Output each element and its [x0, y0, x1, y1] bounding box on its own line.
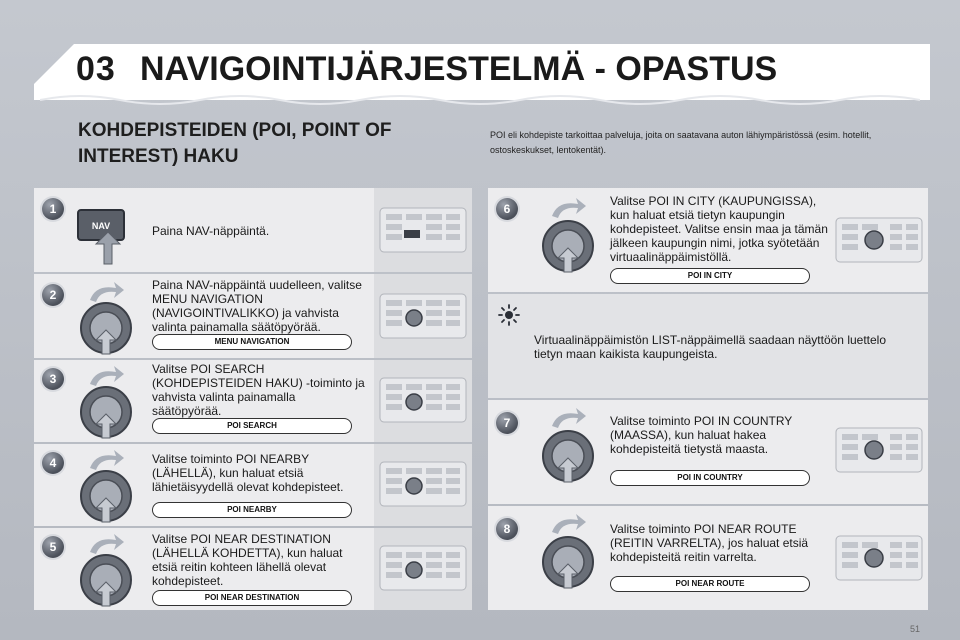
nav-button-icon	[74, 206, 144, 268]
step-text-6: Valitse POI IN CITY (KAUPUNGISSA), kun haluat etsiä tietyn kaupungin kohdepisteet. Valitse ensin maa ja tämän jälkeen kaupungin nimi, jotka syötetään virtuaalinäppäimistöllä.	[610, 194, 828, 264]
nav-button-label: NAV	[91, 221, 111, 231]
step-number-badge: 8	[496, 518, 518, 540]
step-text-3: Valitse POI SEARCH (KOHDEPISTEIDEN HAKU) -toiminto ja vahvista valinta painamalla säätöpyörää.	[152, 362, 365, 418]
step-text-2: Paina NAV-näppäintä uudelleen, valitse MENU NAVIGATION (NAVIGOINTIVALIKKO) ja vahvista valinta painamalla säätöpyörää.	[152, 278, 362, 334]
rotate-arrow-icon	[86, 448, 126, 472]
step-number-badge: 6	[496, 198, 518, 220]
step-text-4: Valitse toiminto POI NEARBY (LÄHELLÄ), kun haluat etsiä lähietäisyydellä olevat kohdepisteet.	[152, 452, 344, 494]
tip-text: Virtuaalinäppäimistön LIST-näppäimellä saadaan näyttöön luettelo tietyn maan kaikista kaupungeista.	[534, 333, 887, 361]
menu-label-pill: POI IN CITY	[610, 268, 810, 284]
menu-label-pill: POI NEAR ROUTE	[610, 576, 810, 592]
rotate-arrow-icon	[86, 280, 126, 304]
step-number-badge: 4	[42, 452, 64, 474]
step-text-8: Valitse toiminto POI NEAR ROUTE (REITIN VARRELTA), jos haluat etsiä kohdepisteitä reitin varrelta.	[610, 522, 809, 564]
rotary-knob-icon	[78, 300, 134, 356]
rotary-knob-icon	[540, 428, 596, 484]
rotate-arrow-icon	[548, 406, 588, 430]
section-intro: POI eli kohdepiste tarkoittaa palveluja, joita on saatavana auton lähiympäristössä (esim. hotellit, ostoskeskukset, lentokentät).	[490, 130, 872, 155]
radio-unit-icon	[374, 538, 472, 598]
section-title: KOHDEPISTEIDEN (POI, POINT OF INTEREST) HAKU	[78, 120, 392, 167]
step-text-5: Valitse POI NEAR DESTINATION (LÄHELLÄ KOHDETTA), kun haluat etsiä reitin kohteen lähellä olevat kohdepisteet.	[152, 532, 343, 588]
step-text-7: Valitse toiminto POI IN COUNTRY (MAASSA), kun haluat hakea kohdepisteitä tietystä maasta.	[610, 414, 793, 456]
radio-unit-icon	[374, 286, 472, 346]
rotary-knob-icon	[540, 534, 596, 590]
rotary-knob-icon	[78, 552, 134, 608]
menu-label-pill: POI NEARBY	[152, 502, 352, 518]
menu-label-pill: POI SEARCH	[152, 418, 352, 434]
radio-unit-icon	[830, 528, 928, 588]
step-number-badge: 2	[42, 284, 64, 306]
menu-label-pill: MENU NAVIGATION	[152, 334, 352, 350]
radio-unit-icon	[830, 420, 928, 480]
step-number-badge: 5	[42, 536, 64, 558]
rotary-knob-icon	[78, 384, 134, 440]
rotary-knob-icon	[78, 468, 134, 524]
rotate-arrow-icon	[548, 512, 588, 536]
menu-label-pill: POI NEAR DESTINATION	[152, 590, 352, 606]
menu-label-pill: POI IN COUNTRY	[610, 470, 810, 486]
sun-icon	[498, 304, 520, 326]
step-number-badge: 7	[496, 412, 518, 434]
page-number: 51	[910, 624, 921, 634]
page-title: NAVIGOINTIJÄRJESTELMÄ - OPASTUS	[140, 50, 778, 88]
radio-unit-icon	[374, 370, 472, 430]
step-number-badge: 1	[42, 198, 64, 220]
step-text-1: Paina NAV-näppäintä.	[152, 224, 270, 238]
rotate-arrow-icon	[86, 532, 126, 556]
radio-unit-icon	[374, 200, 472, 260]
rotate-arrow-icon	[86, 364, 126, 388]
chapter-number: 03	[76, 50, 116, 88]
radio-unit-icon	[830, 210, 928, 270]
decorative-wave	[40, 92, 920, 106]
rotate-arrow-icon	[548, 196, 588, 220]
radio-unit-icon	[374, 454, 472, 514]
step-number-badge: 3	[42, 368, 64, 390]
rotary-knob-icon	[540, 218, 596, 274]
